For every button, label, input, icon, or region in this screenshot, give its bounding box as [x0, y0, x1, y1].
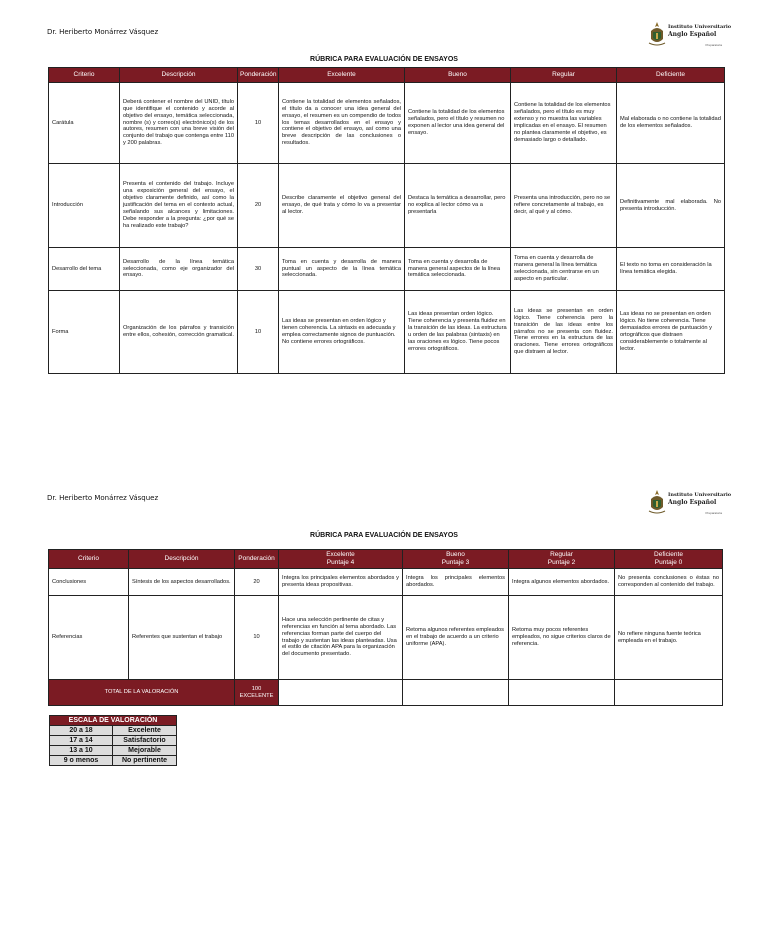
- rating-scale-table: [49, 715, 177, 766]
- regular-cell: Retoma muy pocos referentes empleados, no sigue criterios claros de referencia.: [509, 596, 615, 680]
- column-header: Criterio: [49, 550, 129, 569]
- criterio-cell: Forma: [49, 291, 120, 374]
- page-title: RÚBRICA PARA EVALUACIÓN DE ENSAYOS: [310, 56, 458, 63]
- table-header-row: [49, 550, 723, 569]
- regular-label: Regular: [550, 551, 573, 558]
- page-title: RÚBRICA PARA EVALUACIÓN DE ENSAYOS: [310, 532, 458, 539]
- excelente-cell: Contiene la totalidad de elementos señalados, el título da a conocer una idea general del ensayo, el resumen es un compendio de todos los temas desarrollados en el ensayo y contiene el objetivo del ensayo, así como una breve descripción de las conclusiones o resultados.: [279, 83, 405, 164]
- descripcion-cell: Organización de los párrafos y transición entre ellos, cohesión, corrección gramatical.: [120, 291, 238, 374]
- logo-line-1: Instituto Universitario: [668, 24, 732, 30]
- excelente-cell: Toma en cuenta y desarrolla de manera puntual un aspecto de la línea temática seleccionada.: [279, 248, 405, 291]
- total-label: TOTAL DE LA VALORACIÓN: [49, 680, 235, 706]
- author-name: Dr. Heriberto Monárrez Vásquez: [47, 494, 159, 502]
- descripcion-cell: Síntesis de los aspectos desarrollados.: [129, 569, 235, 596]
- institution-logo: [648, 489, 732, 517]
- scale-range: 13 a 10: [50, 746, 113, 756]
- logo-tagline: Preparatoria: [705, 511, 722, 515]
- excelente-cell: Las ideas se presentan en orden lógico y tienen coherencia. La sintaxis es adecuada y emplea correctamente signos de puntuación. No contiene errores ortográficos.: [279, 291, 405, 374]
- logo-tagline: Preparatoria: [705, 43, 722, 47]
- scale-row: [50, 756, 177, 766]
- bueno-label: Bueno: [446, 551, 465, 558]
- column-header: [615, 550, 723, 569]
- ponderacion-cell: 10: [238, 291, 279, 374]
- deficiente-cell: El texto no toma en consideración la línea temática elegida.: [617, 248, 725, 291]
- excelente-cell: Integra los principales elementos abordados y presenta ideas propositivas.: [279, 569, 403, 596]
- empty-cell: [279, 680, 403, 706]
- bueno-cell: Las ideas presentan orden lógico. Tiene coherencia y presenta fluidez en la transición de las ideas. La estructura u orden de las palabras (sintaxis) en las oraciones es lógico. Tiene pocos errores ortográficos.: [405, 291, 511, 374]
- ponderacion-cell: 10: [238, 83, 279, 164]
- column-header: Excelente: [279, 68, 405, 83]
- scale-level: No pertinente: [113, 756, 177, 766]
- scale-level: Mejorable: [113, 746, 177, 756]
- scale-row: [50, 726, 177, 736]
- column-header: Descripción: [129, 550, 235, 569]
- criterio-cell: Referencias: [49, 596, 129, 680]
- total-level: EXCELENTE: [239, 692, 274, 699]
- scale-level: Excelente: [113, 726, 177, 736]
- deficiente-cell: No refiere ninguna fuente teórica empleada en el trabajo.: [615, 596, 723, 680]
- column-header: Ponderación: [238, 68, 279, 83]
- logo-line-2: Anglo Español: [668, 499, 717, 506]
- column-header: Ponderación: [235, 550, 279, 569]
- deficiente-score: Puntaje 0: [654, 559, 683, 566]
- deficiente-cell: Mal elaborada o no contiene la totalidad de los elementos señalados.: [617, 83, 725, 164]
- crest-icon: [648, 489, 666, 515]
- scale-title: ESCALA DE VALORACIÓN: [50, 716, 177, 726]
- bueno-cell: Destaca la temática a desarrollar, pero no explica al lector cómo va a presentarla: [405, 164, 511, 248]
- bueno-cell: Integra los principales elementos abordados.: [403, 569, 509, 596]
- column-header: Deficiente: [617, 68, 725, 83]
- descripcion-cell: Referentes que sustentan el trabajo: [129, 596, 235, 680]
- logo-line-2: Anglo Español: [668, 31, 717, 38]
- regular-cell: Presenta una introducción, pero no se refiere concretamente al trabajo, es decir, al qué y al cómo.: [511, 164, 617, 248]
- descripcion-cell: Presenta el contenido del trabajo. Incluye una exposición general del ensayo, el objetivo claramente definido, así como la justificación del tema en el contexto actual, señalando sus alcances y limitaciones. Debe responder a la pregunta: ¿por qué se ha realizado este trabajo?: [120, 164, 238, 248]
- rubric-table-2: [48, 549, 723, 706]
- deficiente-cell: No presenta conclusiones o éstas no corresponden al contenido del trabajo.: [615, 569, 723, 596]
- regular-cell: Contiene la totalidad de los elementos señalados, pero el título es muy extenso y no muestra las variables implicadas en el ensayo. El resumen no plantea claramente el objetivo, es demasiado largo o detallado.: [511, 83, 617, 164]
- empty-cell: [403, 680, 509, 706]
- regular-cell: Las ideas se presentan en orden lógico. Tiene coherencia pero la transición de las ideas entre los párrafos no se presenta con fluidez. Tiene errores en la estructura de las oraciones. Tiene errores ortográficos que distraen al lector.: [511, 291, 617, 374]
- table-row: [49, 596, 723, 680]
- ponderacion-cell: 20: [235, 569, 279, 596]
- ponderacion-cell: 10: [235, 596, 279, 680]
- column-header: [509, 550, 615, 569]
- scale-range: 20 a 18: [50, 726, 113, 736]
- table-row: [49, 569, 723, 596]
- empty-cell: [509, 680, 615, 706]
- scale-level: Satisfactorio: [113, 736, 177, 746]
- column-header: [279, 550, 403, 569]
- criterio-cell: Carátula: [49, 83, 120, 164]
- excelente-label: Excelente: [326, 551, 355, 558]
- total-value: 100: [251, 685, 262, 692]
- scale-range: 9 o menos: [50, 756, 113, 766]
- criterio-cell: Conclusiones: [49, 569, 129, 596]
- scale-header-row: [50, 716, 177, 726]
- bueno-cell: Retoma algunos referentes empleados en el trabajo de acuerdo a un criterio uniforme (APA).: [403, 596, 509, 680]
- deficiente-cell: Las ideas no se presentan en orden lógico. No tiene coherencia. Tiene demasiados errores de puntuación y ortográficos que distraen considerablemente o totalmente al lector.: [617, 291, 725, 374]
- descripcion-cell: Desarrollo de la línea temática seleccionada, como eje organizador del ensayo.: [120, 248, 238, 291]
- scale-range: 17 a 14: [50, 736, 113, 746]
- author-name: Dr. Heriberto Monárrez Vásquez: [47, 28, 159, 36]
- deficiente-label: Deficiente: [654, 551, 683, 558]
- total-value-cell: [235, 680, 279, 706]
- total-row: [49, 680, 723, 706]
- column-header: Regular: [511, 68, 617, 83]
- criterio-cell: Introducción: [49, 164, 120, 248]
- column-header: Descripción: [120, 68, 238, 83]
- descripcion-cell: Deberá contener el nombre del UNID, título que identifique el contenido y acorde al objetivo del ensayo, temática seleccionada, nombre (s) y correo(s) electrónico(s) de los autores, resumen con una breve visión del conjunto del trabajo que contenga entre 110 y 200 palabras.: [120, 83, 238, 164]
- ponderacion-cell: 30: [238, 248, 279, 291]
- ponderacion-cell: 20: [238, 164, 279, 248]
- scale-row: [50, 746, 177, 756]
- empty-cell: [615, 680, 723, 706]
- bueno-cell: Toma en cuenta y desarrolla de manera general aspectos de la línea temática seleccionada.: [405, 248, 511, 291]
- column-header: Criterio: [49, 68, 120, 83]
- regular-cell: Integra algunos elementos abordados.: [509, 569, 615, 596]
- regular-cell: Toma en cuenta y desarrolla de manera general la línea temática seleccionada, sin centrarse en un aspecto en particular.: [511, 248, 617, 291]
- scale-row: [50, 736, 177, 746]
- criterio-cell: Desarrollo del tema: [49, 248, 120, 291]
- bueno-cell: Contiene la totalidad de los elementos señalados, pero el título y resumen no exponen al lector una idea general del ensayo.: [405, 83, 511, 164]
- excelente-cell: Hace una selección pertinente de citas y referencias en función al tema abordado. Las referencias forman parte del cuerpo del trabajo y sustentan las ideas planteadas. Usa el estilo de citación APA para la organización del documento presentado.: [279, 596, 403, 680]
- regular-score: Puntaje 2: [547, 559, 576, 566]
- logo-line-1: Instituto Universitario: [668, 492, 732, 498]
- column-header: Bueno: [405, 68, 511, 83]
- column-header: [403, 550, 509, 569]
- excelente-score: Puntaje 4: [326, 559, 355, 566]
- bueno-score: Puntaje 3: [441, 559, 470, 566]
- deficiente-cell: Definitivamente mal elaborada. No presenta introducción.: [617, 164, 725, 248]
- excelente-cell: Describe claramente el objetivo general del ensayo, de qué trata y cómo lo va a presentar al lector.: [279, 164, 405, 248]
